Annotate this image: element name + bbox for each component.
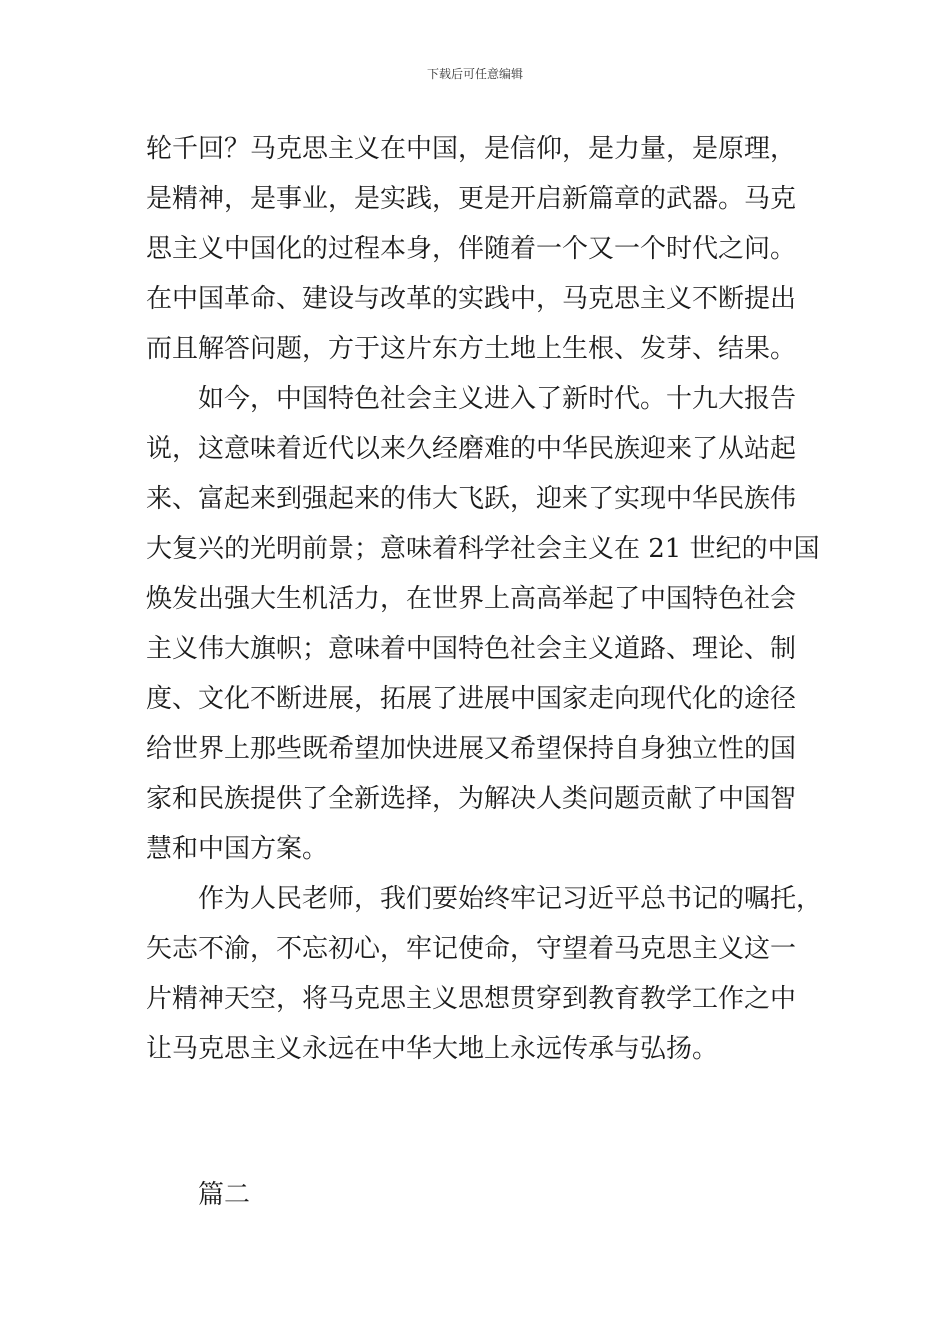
paragraph-line: 而且解答问题，方于这片东方土地上生根、发芽、结果。 (146, 334, 797, 364)
paragraph-line: 让马克思主义永远在中华大地上永远传承与弘扬。 (146, 1034, 719, 1064)
paragraph-line: 说，这意味着近代以来久经磨难的中华民族迎来了从站起 (146, 434, 797, 464)
paragraph-line: 慧和中国方案。 (146, 834, 329, 864)
page-header: 下载后可任意编辑 (426, 67, 523, 81)
paragraph-1 (146, 124, 806, 374)
document-body (146, 124, 823, 1074)
paragraph-line: 来、富起来到强起来的伟大飞跃，迎来了实现中华民族伟 (146, 484, 797, 514)
paragraph-line: 度、文化不断进展，拓展了进展中国家走向现代化的途径 (146, 684, 797, 714)
paragraph-3 (146, 874, 823, 1074)
paragraph-line: 大复兴的光明前景；意味着科学社会主义在 21 世纪的中国 (146, 534, 820, 564)
paragraph-line: 给世界上那些既希望加快进展又希望保持自身独立性的国 (146, 734, 797, 764)
paragraph-line: 焕发出强大生机活力，在世界上高高举起了中国特色社会 (146, 584, 797, 614)
paragraph-first-line: 作为人民老师，我们要始终牢记习近平总书记的嘱托， (198, 884, 823, 914)
paragraph-line: 思主义中国化的过程本身，伴随着一个又一个时代之问。 (146, 234, 797, 264)
paragraph-2 (146, 374, 820, 874)
paragraph-first-line: 如今，中国特色社会主义进入了新时代。十九大报告 (198, 384, 797, 414)
paragraph-line: 矢志不渝，不忘初心，牢记使命，守望着马克思主义这一 (146, 934, 797, 964)
paragraph-line: 家和民族提供了全新选择，为解决人类问题贡献了中国智 (146, 784, 797, 814)
paragraph-line: 轮千回？马克思主义在中国，是信仰，是力量，是原理， (146, 134, 797, 164)
paragraph-line: 是精神，是事业，是实践，更是开启新篇章的武器。马克 (146, 184, 797, 214)
paragraph-line: 在中国革命、建设与改革的实践中，马克思主义不断提出 (146, 284, 797, 314)
paragraph-line: 主义伟大旗帜；意味着中国特色社会主义道路、理论、制 (146, 634, 797, 664)
paragraph-line: 片精神天空，将马克思主义思想贯穿到教育教学工作之中 (146, 984, 797, 1014)
section-heading: 篇二 (198, 1180, 251, 1210)
